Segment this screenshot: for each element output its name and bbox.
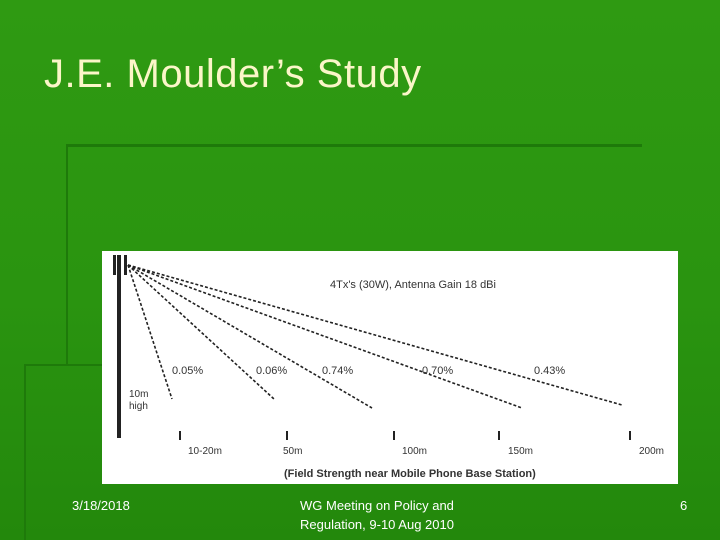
footer-center-line-1: WG Meeting on Policy and bbox=[300, 498, 454, 513]
percentage-label-1: 0.05% bbox=[172, 365, 204, 377]
distance-label-5: 200m bbox=[639, 446, 665, 457]
slide-title: J.E. Moulder’s Study bbox=[44, 52, 422, 96]
percentage-label-3: 0.74% bbox=[322, 365, 354, 377]
mast-height-label-2: high bbox=[129, 401, 148, 412]
percentage-label-2: 0.06% bbox=[256, 365, 288, 377]
field-strength-diagram bbox=[102, 251, 678, 484]
footer-center-line-2: Regulation, 9-10 Aug 2010 bbox=[300, 517, 454, 532]
distance-tick-1 bbox=[179, 431, 181, 440]
beam-line-1 bbox=[128, 265, 172, 399]
diagram-canvas bbox=[102, 251, 678, 484]
left-decor-line-2 bbox=[24, 364, 26, 540]
antenna-element-right bbox=[124, 255, 127, 275]
footer-center-text bbox=[300, 496, 520, 534]
distance-label-1: 10-20m bbox=[188, 446, 222, 457]
antenna-mast bbox=[117, 255, 121, 438]
footer-date: 3/18/2018 bbox=[72, 498, 130, 513]
top-decor-line bbox=[66, 144, 642, 147]
distance-tick-5 bbox=[629, 431, 631, 440]
percentage-label-4: 0.70% bbox=[422, 365, 454, 377]
left-decor-line-1 bbox=[66, 144, 68, 364]
mast-height-label: 10m bbox=[129, 389, 149, 400]
distance-label-4: 150m bbox=[508, 446, 534, 457]
footer-page-number: 6 bbox=[680, 498, 688, 513]
antenna-element-left bbox=[113, 255, 116, 275]
percentage-label-5: 0.43% bbox=[534, 365, 566, 377]
distance-label-2: 50m bbox=[283, 446, 303, 457]
distance-tick-3 bbox=[393, 431, 395, 440]
distance-label-3: 100m bbox=[402, 446, 428, 457]
mid-decor-line bbox=[24, 364, 102, 366]
distance-tick-2 bbox=[286, 431, 288, 440]
distance-tick-4 bbox=[498, 431, 500, 440]
diagram-caption: (Field Strength near Mobile Phone Base Station) bbox=[284, 468, 536, 480]
antenna-label: 4Tx's (30W), Antenna Gain 18 dBi bbox=[330, 279, 496, 291]
